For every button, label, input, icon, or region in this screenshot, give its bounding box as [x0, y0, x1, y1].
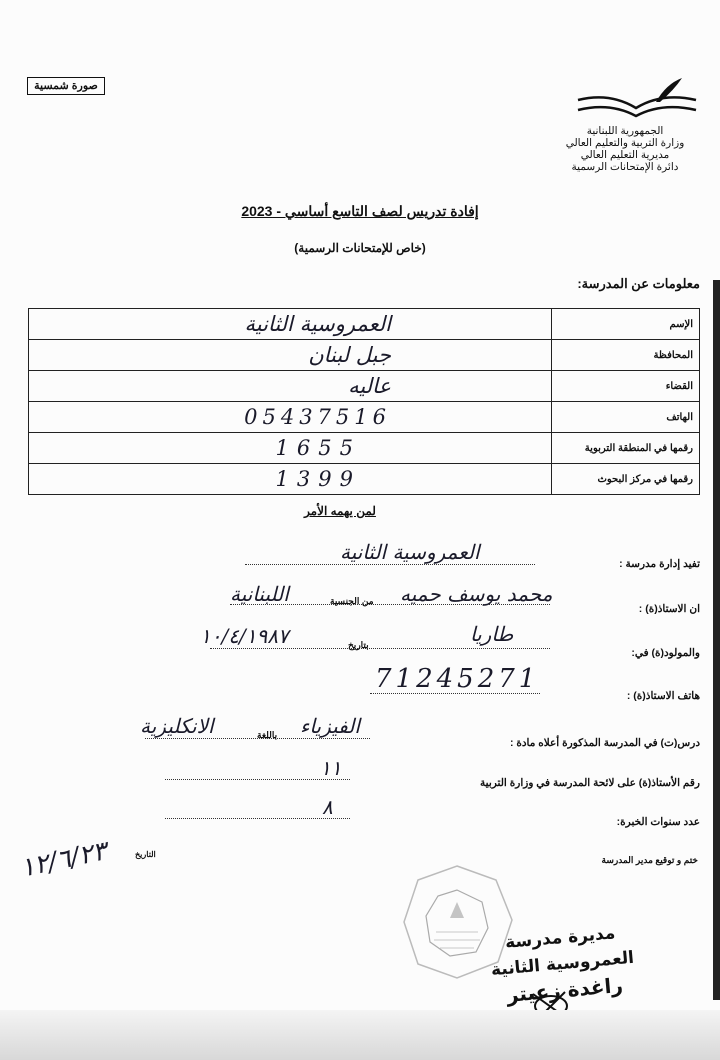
ministry-line: دائرة الإمتحانات الرسمية	[571, 161, 679, 173]
date-label: التاريخ	[135, 850, 156, 859]
document-title: إفادة تدريس لصف التاسع أساسي - 2023	[241, 203, 479, 219]
birthplace-value: طاريا	[470, 622, 514, 646]
nationality-value: اللبنانية	[230, 582, 289, 606]
table-row	[29, 433, 700, 464]
row-label: رقمها في مركز البحوث	[552, 464, 700, 495]
language-label: باللغة	[257, 730, 278, 740]
row-label: رقمها في المنطقة التربوية	[552, 433, 700, 464]
ministry-line: مديرية التعليم العالي	[580, 149, 670, 161]
table-row	[29, 340, 700, 371]
teacher-phone-value: 71245271	[375, 664, 540, 694]
row-value: 1655	[29, 433, 552, 464]
ministry-line: الجمهورية اللبنانية	[586, 125, 664, 137]
teacher-phone-label: هاتف الاستاذ(ة) :	[626, 690, 700, 702]
language-value: الانكليزية	[140, 714, 214, 738]
scan-shadow	[0, 1010, 720, 1060]
experience-value: ٨	[322, 795, 333, 819]
list-number-label: رقم الأستاذ(ة) على لائحة المدرسة في وزارة التربية	[480, 777, 700, 789]
list-number-value: ١١	[320, 756, 342, 780]
ministry-header	[540, 125, 710, 173]
birthplace-label: والمولود(ة) في:	[631, 647, 700, 659]
row-value: عاليه	[29, 371, 552, 402]
row-label: القضاء	[552, 371, 700, 402]
row-label: المحافظة	[552, 340, 700, 371]
row-value: 1399	[29, 464, 552, 495]
row-label: الإسم	[552, 309, 700, 340]
teacher-name-value: محمد يوسف حميه	[400, 582, 553, 606]
school-info-table	[28, 308, 700, 495]
table-row	[29, 402, 700, 433]
experience-label: عدد سنوات الخبرة:	[616, 816, 700, 828]
nationality-label: من الجنسية	[330, 596, 374, 606]
signature-line: مديرة مدرسة العمروسية الثانية	[490, 923, 635, 981]
date-value: ١٢/٦/٢٣	[17, 836, 110, 884]
to-whom-heading: لمن يهمه الأمر	[304, 504, 376, 518]
stamp-signature-label: ختم و توقيع مدير المدرسة	[601, 855, 698, 865]
birth-date-label: بتاريخ	[348, 640, 369, 650]
photo-label: صورة شمسية	[27, 77, 105, 95]
document-subtitle: (خاص للإمتحانات الرسمية)	[294, 241, 426, 255]
scan-edge	[713, 280, 720, 1000]
table-row	[29, 309, 700, 340]
dotted-line	[210, 648, 550, 649]
table-row	[29, 371, 700, 402]
school-admin-label: تفيد إدارة مدرسة :	[619, 558, 700, 570]
subject-value: الفيزياء	[300, 714, 360, 738]
school-admin-value: العمروسية الثانية	[340, 540, 480, 564]
dotted-line	[245, 564, 535, 565]
school-info-heading: معلومات عن المدرسة:	[577, 276, 700, 291]
signature-line: راغدة زعيتر	[505, 972, 624, 1007]
ministry-line: وزارة التربية والتعليم العالي	[565, 137, 685, 149]
row-label: الهاتف	[552, 402, 700, 433]
subject-label: درس(ت) في المدرسة المذكورة أعلاه مادة :	[509, 737, 700, 749]
teacher-label: ان الاستاذ(ة) :	[638, 603, 700, 615]
row-value: جبل لبنان	[29, 340, 552, 371]
ministry-logo-icon	[570, 78, 700, 118]
row-value: العمروسية الثانية	[29, 309, 552, 340]
birth-date-value: ١٠/٤/١٩٨٧	[200, 624, 289, 648]
table-row	[29, 464, 700, 495]
row-value: 05437516	[29, 402, 552, 433]
